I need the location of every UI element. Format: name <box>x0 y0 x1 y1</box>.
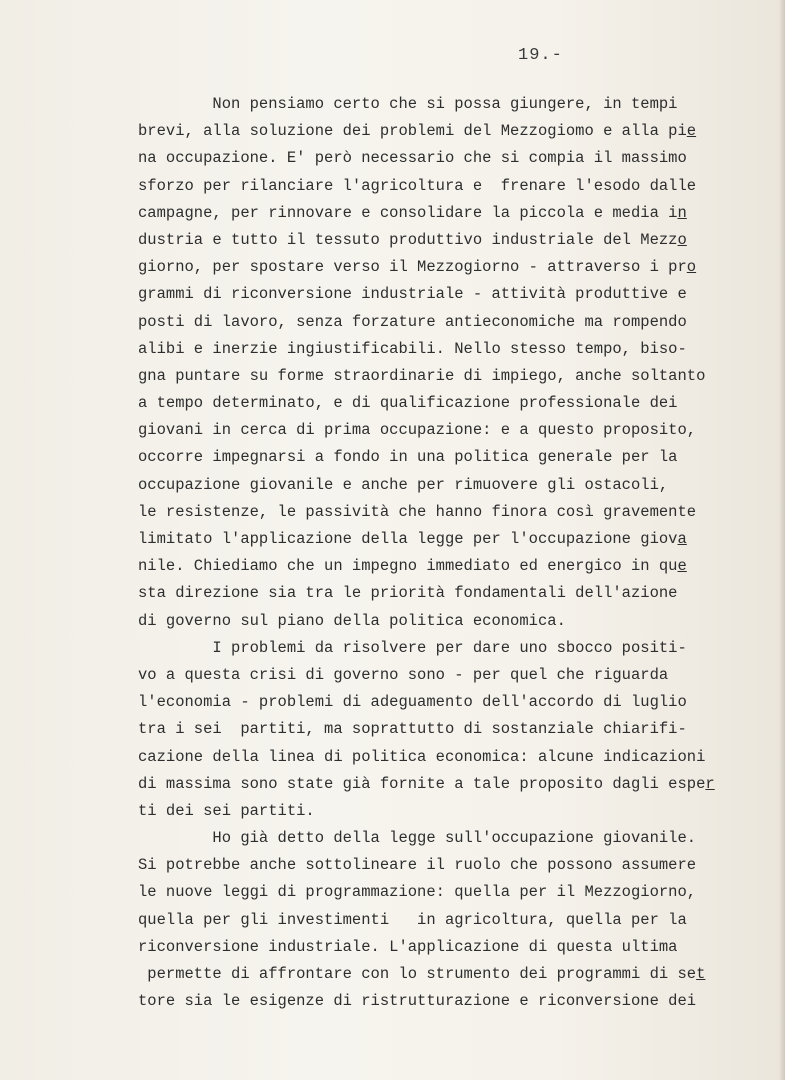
text-line-main: dustria e tutto il tessuto produttivo industriale del Mezz <box>138 230 678 249</box>
text-line <box>138 825 738 852</box>
text-line <box>138 608 738 635</box>
text-line <box>138 254 738 281</box>
text-line <box>138 118 738 145</box>
hyphenation-underlined-char: o <box>677 230 687 249</box>
hyphenation-underlined-char: r <box>705 774 715 793</box>
text-line-main: Si potrebbe anche sottolineare il ruolo che possono assumere <box>138 856 697 875</box>
text-line <box>138 417 738 444</box>
text-line-main: di massima sono state già fornite a tale proposito dagli espe <box>138 774 706 793</box>
text-line <box>138 281 738 308</box>
text-line-main: di governo sul piano della politica economica. <box>138 611 566 630</box>
text-line <box>138 499 738 526</box>
text-line <box>138 689 738 716</box>
text-line-main: le nuove leggi di programmazione: quella per il Mezzogiorno, <box>138 883 697 902</box>
text-line <box>138 716 738 743</box>
text-line-main: riconversione industriale. L'applicazione di questa ultima <box>138 937 678 956</box>
paper-edge-shadow <box>779 0 785 1080</box>
text-line-main: tore sia le esigenze di ristrutturazione e riconversione dei <box>138 992 697 1011</box>
text-line <box>138 635 738 662</box>
text-line <box>138 227 738 254</box>
text-line-main: giorno, per spostare verso il Mezzogiorno - attraverso i pr <box>138 258 687 277</box>
text-line <box>138 390 738 417</box>
text-line <box>138 744 738 771</box>
text-line-main: Non pensiamo certo che si possa giungere, in tempi <box>138 95 678 113</box>
hyphenation-underlined-char: a <box>677 530 687 548</box>
text-line-main: Ho già detto della legge sull'occupazione giovanile. <box>138 829 697 848</box>
text-line-main: grammi di riconversione industriale - attività produttive e <box>138 285 687 304</box>
text-line-main: occorre impegnarsi a fondo in una politica generale per la <box>138 448 678 467</box>
text-line <box>138 444 738 471</box>
text-line <box>138 852 738 879</box>
text-line-main: tra i sei partiti, ma soprattutto di sostanziale chiarifi- <box>138 720 687 739</box>
text-line-main: gna puntare su forme straordinarie di impiego, anche soltanto <box>138 366 706 385</box>
text-line-main: le resistenze, le passività che hanno finora così gravemente <box>138 502 697 521</box>
text-line <box>138 200 738 227</box>
page-number: 19.- <box>518 46 563 65</box>
text-line <box>138 907 738 934</box>
text-line <box>138 798 738 825</box>
text-line <box>138 961 738 988</box>
text-line <box>138 91 738 118</box>
text-line <box>138 879 738 906</box>
text-line-main: nile. Chiediamo che un impegno immediato ed energico in qu <box>138 557 678 576</box>
text-line <box>138 336 738 363</box>
text-line-main: a tempo determinato, e di qualificazione professionale dei <box>138 394 678 413</box>
hyphenation-underlined-char: t <box>696 965 706 983</box>
text-line-main: giovani in cerca di prima occupazione: e a questo proposito, <box>138 421 697 440</box>
text-line <box>138 988 738 1015</box>
body-text <box>138 91 738 1015</box>
hyphenation-underlined-char: o <box>686 258 697 277</box>
text-line <box>138 771 738 798</box>
text-line-main: ti dei sei partiti. <box>138 801 315 820</box>
text-line <box>138 363 738 390</box>
hyphenation-underlined-char: e <box>677 557 687 576</box>
text-line <box>138 580 738 607</box>
text-line-main: occupazione giovanile e anche per rimuovere gli ostacoli, <box>138 475 669 494</box>
text-line-main: I problemi da risolvere per dare uno sbocco positi- <box>138 638 687 657</box>
text-line <box>138 173 738 200</box>
text-line <box>138 145 738 172</box>
text-line-main: quella per gli investimenti in agricoltura, quella per la <box>138 910 687 929</box>
text-line <box>138 934 738 961</box>
text-line <box>138 662 738 689</box>
text-line <box>138 553 738 580</box>
text-line-main: cazione della linea di politica economica: alcune indicazioni <box>138 747 706 766</box>
text-line-main: sta direzione sia tra le priorità fondamentali dell'azione <box>138 584 678 603</box>
text-line-main: brevi, alla soluzione dei problemi del Mezzogiomo e alla pi <box>138 122 687 141</box>
text-line-main: l'economia - problemi di adeguamento dell'accordo di luglio <box>138 693 687 712</box>
text-line <box>138 526 738 553</box>
text-line-main: posti di lavoro, senza forzature antieconomiche ma rompendo <box>138 312 687 331</box>
text-line-main: permette di affrontare con lo strumento dei programmi di se <box>138 965 697 983</box>
text-line-main: limitato l'applicazione della legge per l'occupazione giov <box>138 530 678 548</box>
text-line <box>138 472 738 499</box>
hyphenation-underlined-char: n <box>677 203 687 222</box>
text-line-main: campagne, per rinnovare e consolidare la piccola e media i <box>138 203 678 222</box>
text-line-main: na occupazione. E' però necessario che si compia il massimo <box>138 149 687 168</box>
text-line-main: alibi e inerzie ingiustificabili. Nello stesso tempo, biso- <box>138 339 687 358</box>
hyphenation-underlined-char: e <box>686 122 697 141</box>
text-line-main: sforzo per rilanciare l'agricoltura e frenare l'esodo dalle <box>138 176 697 195</box>
text-line-main: vo a questa crisi di governo sono - per quel che riguarda <box>138 665 669 684</box>
text-line <box>138 309 738 336</box>
